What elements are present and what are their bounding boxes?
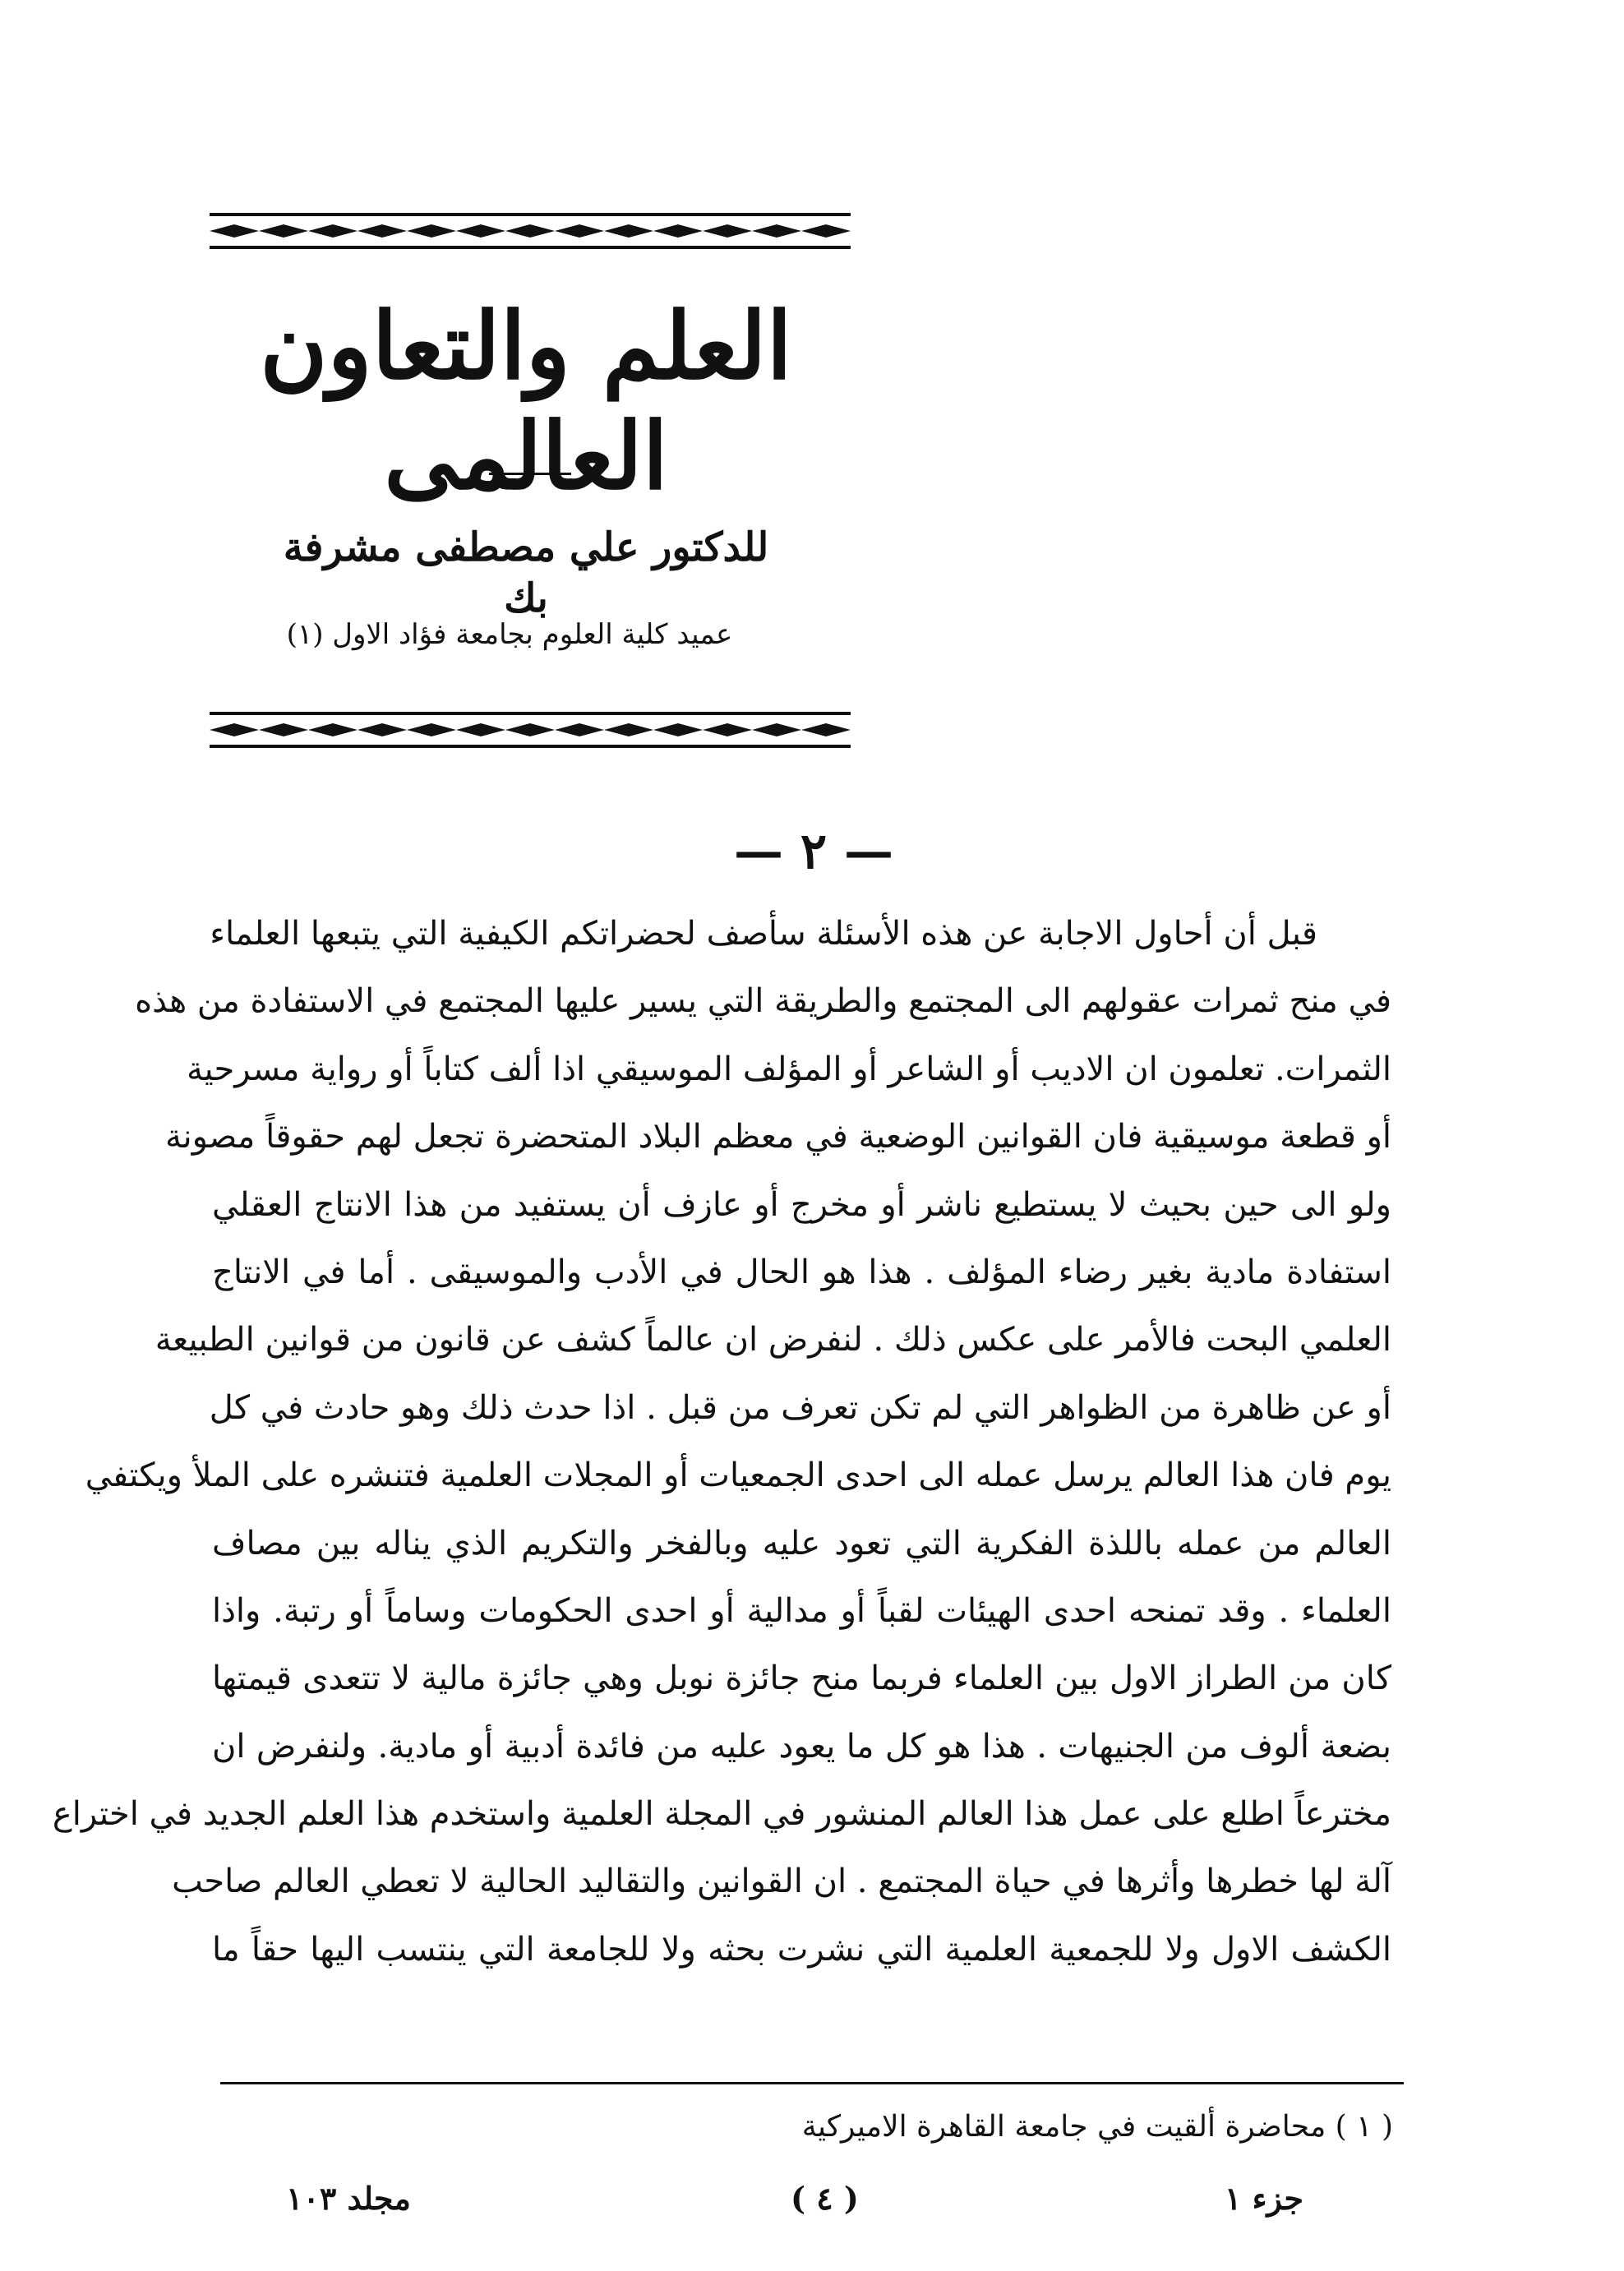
title-divider xyxy=(489,473,571,475)
section-number: — ٢ — xyxy=(733,823,893,880)
body-line: استفادة مادية بغير رضاء المؤلف . هذا هو الحال في الأدب والموسيقى . أما في الانتاج xyxy=(212,1253,1391,1291)
author-name: للدكتور علي مصطفى مشرفة بك xyxy=(283,524,769,622)
footer-volume-number: مجلد ١٠٣ xyxy=(286,2180,411,2217)
article-body xyxy=(52,900,1392,1983)
article-title: العلم والتعاون العالمى xyxy=(260,293,792,511)
body-line: العالم من عمله باللذة الفكرية التي تعود عليه وبالفخر والتكريم الذي يناله بين مصاف xyxy=(212,1524,1391,1562)
body-line: العلمي البحت فالأمر على عكس ذلك . لنفرض ان عالماً كشف عن قانون من قوانين الطبيعة xyxy=(155,1321,1391,1359)
footnote: ( ١ ) محاضرة ألقيت في جامعة القاهرة الاميركية xyxy=(801,2110,1393,2144)
footer-part-number: جزء ١ xyxy=(1225,2180,1303,2217)
body-line: الكشف الاول ولا للجمعية العلمية التي نشرت بحثه ولا للجامعة التي ينتسب اليها حقاً ما xyxy=(212,1930,1391,1969)
body-line: في منح ثمرات عقولهم الى المجتمع والطريقة التي يسير عليها المجتمع في الاستفادة من هذه xyxy=(135,982,1391,1021)
body-line: يوم فان هذا العالم يرسل عمله الى احدى الجمعيات أو المجلات العلمية فتنشره على الملأ ويكتفي xyxy=(85,1456,1391,1495)
footer-page-number: ( ٤ ) xyxy=(791,2180,859,2217)
body-line: كان من الطراز الاول بين العلماء فربما منح جائزة نوبل وهي جائزة مالية لا تتعدى قيمتها xyxy=(212,1659,1391,1698)
body-line: أو قطعة موسيقية فان القوانين الوضعية في معظم البلاد المتحضرة تجعل لهم حقوقاً مصونة xyxy=(165,1118,1391,1156)
body-line: أو عن ظاهرة من الظواهر التي لم تكن تعرف من قبل . اذا حدث ذلك وهو حادث في كل xyxy=(209,1388,1391,1427)
body-line: ولو الى حين بحيث لا يستطيع ناشر أو مخرج أو عازف أن يستفيد من هذا الانتاج العقلي xyxy=(212,1185,1391,1224)
body-line: بضعة ألوف من الجنيهات . هذا هو كل ما يعود عليه من فائدة أدبية أو مادية. ولنفرض ان xyxy=(212,1727,1392,1766)
body-line: آلة لها خطرها وأثرها في حياة المجتمع . ان القوانين والتقاليد الحالية لا تعطي العالم صاحب xyxy=(172,1862,1391,1901)
author-affiliation: عميد كلية العلوم بجامعة فؤاد الاول (١) xyxy=(286,618,733,651)
body-line: قبل أن أحاول الاجابة عن هذه الأسئلة سأصف لحضراتكم الكيفية التي يتبعها العلماء xyxy=(210,915,1317,953)
body-line: مخترعاً اطلع على عمل هذا العالم المنشور في المجلة العلمية واستخدم هذا العلم الجديد في اختراع xyxy=(52,1795,1391,1834)
top-ornament-border xyxy=(210,210,851,252)
body-line: العلماء . وقد تمنحه احدى الهيئات لقباً أو مدالية أو احدى الحكومات وساماً أو رتبة. واذا xyxy=(212,1591,1391,1630)
body-line: الثمرات. تعلمون ان الاديب أو الشاعر أو المؤلف الموسيقي اذا ألف كتاباً أو رواية مسرحية xyxy=(187,1050,1391,1088)
bottom-ornament-border xyxy=(210,709,851,751)
footnote-divider xyxy=(220,2082,1404,2084)
